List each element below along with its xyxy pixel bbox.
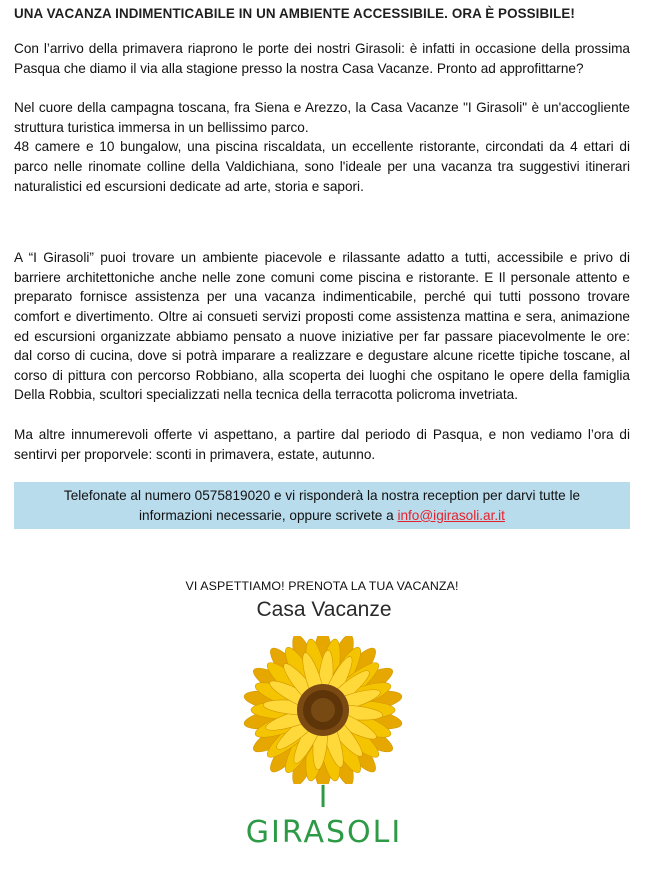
email-link[interactable]: info@igirasoli.ar.it bbox=[397, 507, 505, 523]
contact-text: Telefonate al numero 0575819020 e vi risponderà la nostra reception per darvi tutte le informazioni necessarie, oppure scrivete a bbox=[63, 488, 581, 523]
casa-vacanze-logo bbox=[236, 598, 412, 850]
document-title: UNA VACANZA INDIMENTICABILE IN UN AMBIENTE ACCESSIBILE. ORA È POSSIBILE! bbox=[14, 6, 575, 21]
paragraph-intro: Con l’arrivo della primavera riaprono le porte dei nostri Girasoli: è infatti in occasione della prossima Pasqua che diamo il via alla stagione presso la nostra Casa Vacanze. Pronto ad approfittarne? bbox=[14, 41, 630, 76]
paragraph-offers: Ma altre innumerevoli offerte vi aspettano, a partire dal periodo di Pasqua, e non vediamo l’ora di sentirvi per proporvele: sconti in primavera, estate, autunno. bbox=[14, 426, 630, 462]
paragraph-location: Nel cuore della campagna toscana, fra Siena e Arezzo, la Casa Vacanze "I Girasoli" è un'accogliente struttura turistica immersa in un bellissimo parco. bbox=[14, 100, 630, 135]
paragraph-accessibility: A “I Girasoli” puoi trovare un ambiente piacevole e rilassante adatto a tutti, accessibile e privo di barriere architettoniche anche nelle zone comuni come piscina e ristorante. E Il personale attento e preparato fornisce assistenza per una vacanza indimenticabile, perché qui tutti possono trovare comfort e divertimento. Oltre ai consueti servizi proposti come assistenza mattina e sera, animazione ed escursioni organizzate abbiamo pensato a nuove iniziative per far passare piacevolmente le ore: dal corso di cucina, dove si potrà imparare a realizzare e degustare alcune ricette tipiche toscane, al corso di pittura con percorso Robbiano, alla scoperta dei luoghi che ospitano le opere della famiglia Della Robbia, scultori specializzati nella tecnica della terracotta policroma invetriata. bbox=[14, 250, 630, 403]
logo-bottom-text: I GIRASOLI bbox=[245, 780, 403, 850]
paragraph-facilities: 48 camere e 10 bungalow, una piscina riscaldata, un eccellente ristorante, circondati da 4 ettari di parco nelle rinomate colline della Valdichiana, sono l'ideale per una vacanza tra suggestivi itinerari naturalistici ed escursioni dedicate ad arte, storia e sapori. bbox=[14, 139, 630, 194]
document-page bbox=[14, 6, 630, 593]
contact-box bbox=[14, 482, 630, 529]
sunflower-icon bbox=[238, 636, 408, 784]
call-to-action: VI ASPETTIAMO! PRENOTA LA TUA VACANZA! bbox=[185, 579, 459, 594]
logo-top-text: Casa Vacanze bbox=[256, 598, 392, 621]
